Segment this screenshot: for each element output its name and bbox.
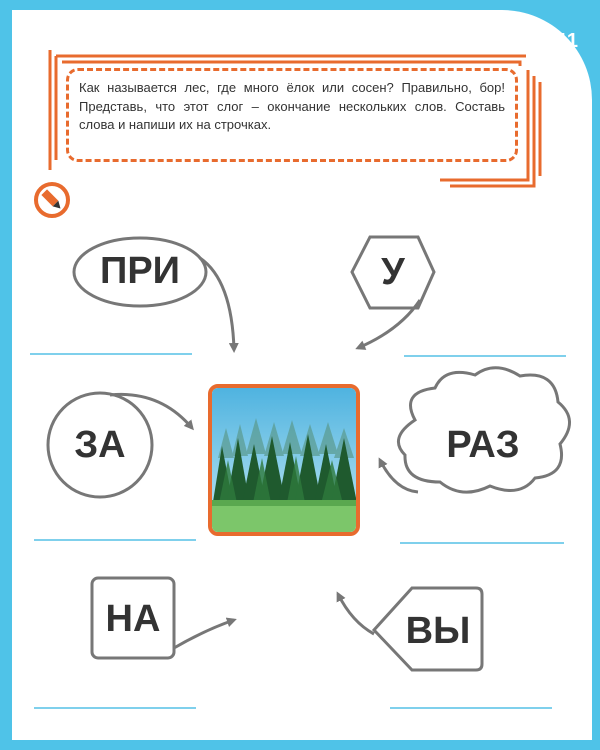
prefix-raz: РАЗ (446, 424, 520, 466)
prefix-vy: ВЫ (405, 610, 471, 652)
prefix-u: У (381, 251, 405, 293)
page-number: 11 (556, 30, 578, 52)
instruction-text: Как называется лес, где много ёлок или сосен? Правильно, бор! Представь, что этот слог – окончание нескольких слов. Составь слова и напиши их на строчках. (79, 80, 505, 132)
arrow-na (174, 620, 234, 648)
prefix-pri: ПРИ (100, 250, 180, 292)
arrow-vy (338, 594, 374, 634)
forest-picture (208, 384, 360, 536)
prefix-na: НА (105, 598, 161, 640)
prefix-za: ЗА (74, 424, 126, 466)
